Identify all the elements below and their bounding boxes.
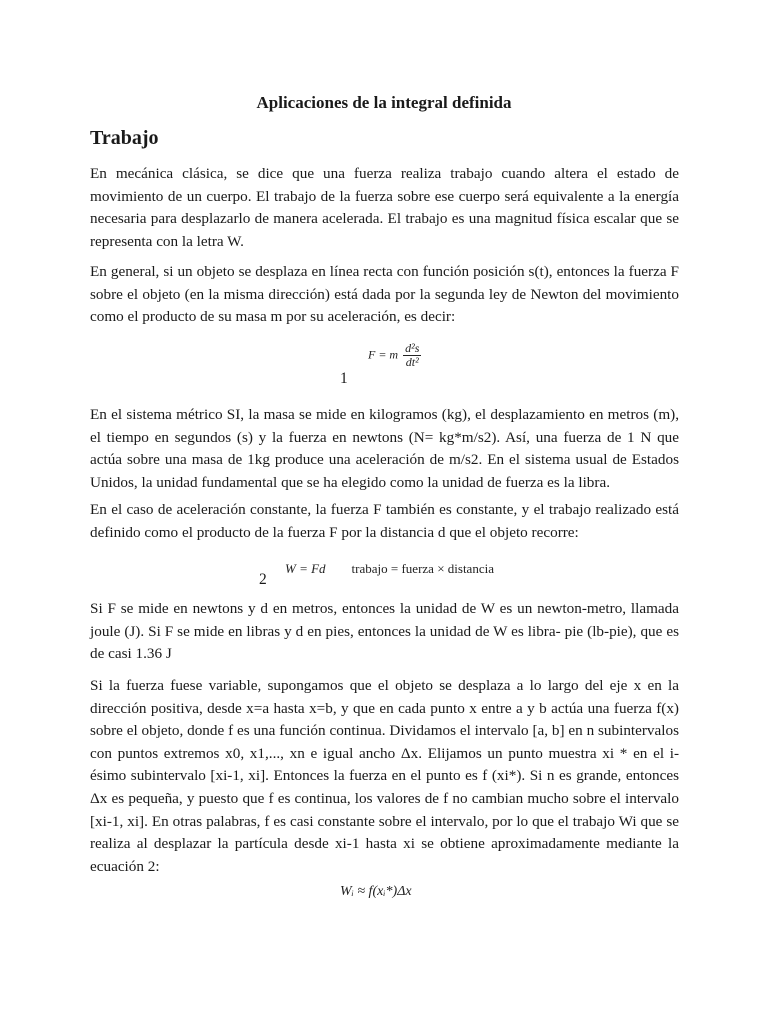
section-heading: Trabajo xyxy=(90,127,159,149)
equation-1-fraction xyxy=(403,342,421,369)
paragraph-joule: Si F se mide en newtons y d en metros, entonces la unidad de W es un newton-metro, llamada joule (J). Si F se mide en libras y d en pies, entonces la unidad de W es libra- pie (lb-pie), que es de casi 1.36 J xyxy=(90,600,679,663)
paragraph-definition: En mecánica clásica, se dice que una fuerza realiza trabajo cuando altera el estado de movimiento de un cuerpo. El trabajo de la fuerza sobre ese cuerpo será equivalente a la energía necesaria para desplazarlo de manera acelerada. El trabajo es una magnitud física escalar que se representa con la letra W. xyxy=(90,165,679,250)
equation-2-lhs: W = Fd xyxy=(285,561,326,576)
equation-newton-formula xyxy=(368,342,421,369)
equation-2-number: 2 xyxy=(259,571,267,588)
equation-work-formula xyxy=(285,561,494,577)
paragraph-si-units: En el sistema métrico SI, la masa se mide en kilogramos (kg), el desplazamiento en metros (m), el tiempo en segundos (s) y la fuerza en newtons (N= kg*m/s2). Así, una fuerza de 1 N que actúa sobre una masa de 1kg produce una aceleración de m/s2. En el sistema usual de Estados Unidos, la unidad fundamental que se ha elegido como la unidad de fuerza es la libra. xyxy=(90,406,679,491)
page-title: Aplicaciones de la integral definida xyxy=(256,93,512,112)
equation-2-text: trabajo = fuerza × distancia xyxy=(351,561,494,576)
equation-1-lhs: F = m xyxy=(368,347,399,362)
equation-1-numerator: d²s xyxy=(405,341,420,355)
equation-1-denominator: dt² xyxy=(405,355,419,369)
paragraph-constant-acceleration: En el caso de aceleración constante, la fuerza F también es constante, y el trabajo realizado está definido como el producto de la fuerza F por la distancia d que el objeto recorre: xyxy=(90,501,679,541)
equation-riemann-work: Wᵢ ≈ f(xᵢ*)Δx xyxy=(340,884,412,899)
equation-1-number: 1 xyxy=(340,370,348,387)
paragraph-variable-force: Si la fuerza fuese variable, supongamos que el objeto se desplaza a lo largo del eje x en la dirección positiva, desde x=a hasta x=b, y que en cada punto x entre a y b actúa una fuerza f(x) sobre el objeto, donde f es una función continua. Dividamos el intervalo [a, b] en n subintervalos con puntos extremos x0, x1,..., xn e igual ancho Δx. Elijamos un punto muestra xi * en el i-ésimo subintervalo [xi-1, xi]. Entonces la fuerza en el punto es f (xi*). Si n es grande, entonces Δx es pequeña, y puesto que f es continua, los valores de f no cambian mucho sobre el intervalo [xi-1, xi]. En otras palabras, f es casi constante sobre el intervalo, por lo que el trabajo Wi que se realiza al desplazar la partícula desde xi-1 hasta xi se obtiene aproximadamente mediante la ecuación 2: xyxy=(90,677,679,875)
paragraph-newton-law: En general, si un objeto se desplaza en línea recta con función posición s(t), entonces la fuerza F sobre el objeto (en la misma dirección) está dada por la segunda ley de Newton del movimiento como el producto de su masa m por su aceleración, es decir: xyxy=(90,263,679,326)
